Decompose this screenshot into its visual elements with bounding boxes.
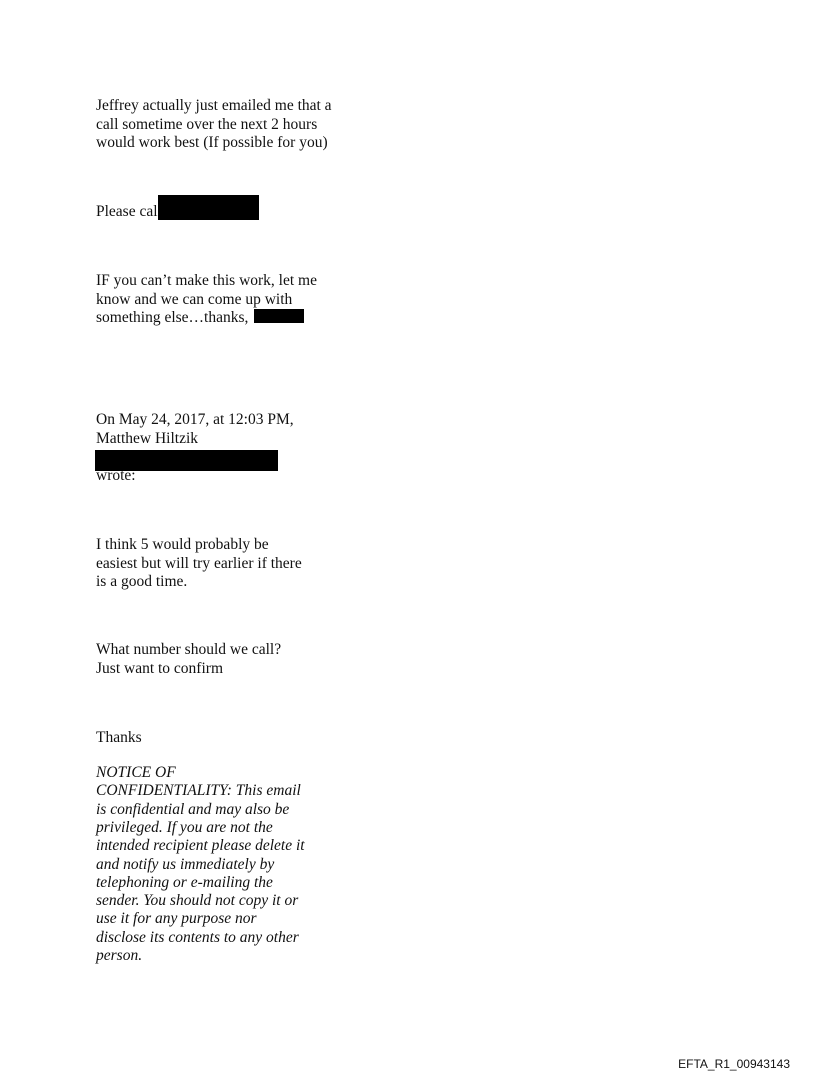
body-line: is a good time. bbox=[96, 573, 188, 590]
body-line: I think 5 would probably be bbox=[96, 536, 269, 553]
notice-line: use it for any purpose nor bbox=[96, 910, 257, 928]
body-line: easiest but will try earlier if there bbox=[96, 554, 302, 572]
please-call-text: Please cal bbox=[96, 203, 158, 220]
quote-header-line: Matthew Hiltzik bbox=[96, 429, 199, 447]
notice-line: NOTICE OF bbox=[96, 764, 176, 781]
document-id: EFTA_R1_00943143 bbox=[678, 1057, 790, 1071]
notice-line: disclose its contents to any other bbox=[96, 928, 299, 946]
body-line: something else…thanks, bbox=[96, 309, 249, 326]
notice-line: is confidential and may also be bbox=[96, 800, 290, 818]
signoff: Thanks bbox=[96, 729, 142, 746]
body-line: Jeffrey actually just emailed me that a bbox=[96, 97, 332, 114]
notice-line: telephoning or e-mailing the bbox=[96, 873, 273, 891]
body-line: would work best (If possible for you) bbox=[96, 134, 328, 151]
notice-line: CONFIDENTIALITY: This email bbox=[96, 782, 301, 800]
notice-line: person. bbox=[96, 947, 143, 964]
body-line: What number should we call? bbox=[96, 641, 282, 658]
notice-line: sender. You should not copy it or bbox=[96, 892, 299, 910]
body-line: Just want to confirm bbox=[96, 659, 223, 677]
quote-header-line: On May 24, 2017, at 12:03 PM, bbox=[96, 411, 294, 428]
body-line: IF you can’t make this work, let me bbox=[96, 272, 317, 289]
notice-line: and notify us immediately by bbox=[96, 855, 275, 873]
redaction-block bbox=[158, 195, 259, 220]
notice-line: privileged. If you are not the bbox=[96, 818, 273, 836]
wrote-label: wrote: bbox=[96, 467, 136, 484]
notice-line: intended recipient please delete it bbox=[96, 837, 305, 855]
body-line: know and we can come up with bbox=[96, 290, 293, 308]
redaction-block bbox=[254, 309, 304, 323]
body-line: call sometime over the next 2 hours bbox=[96, 115, 318, 133]
